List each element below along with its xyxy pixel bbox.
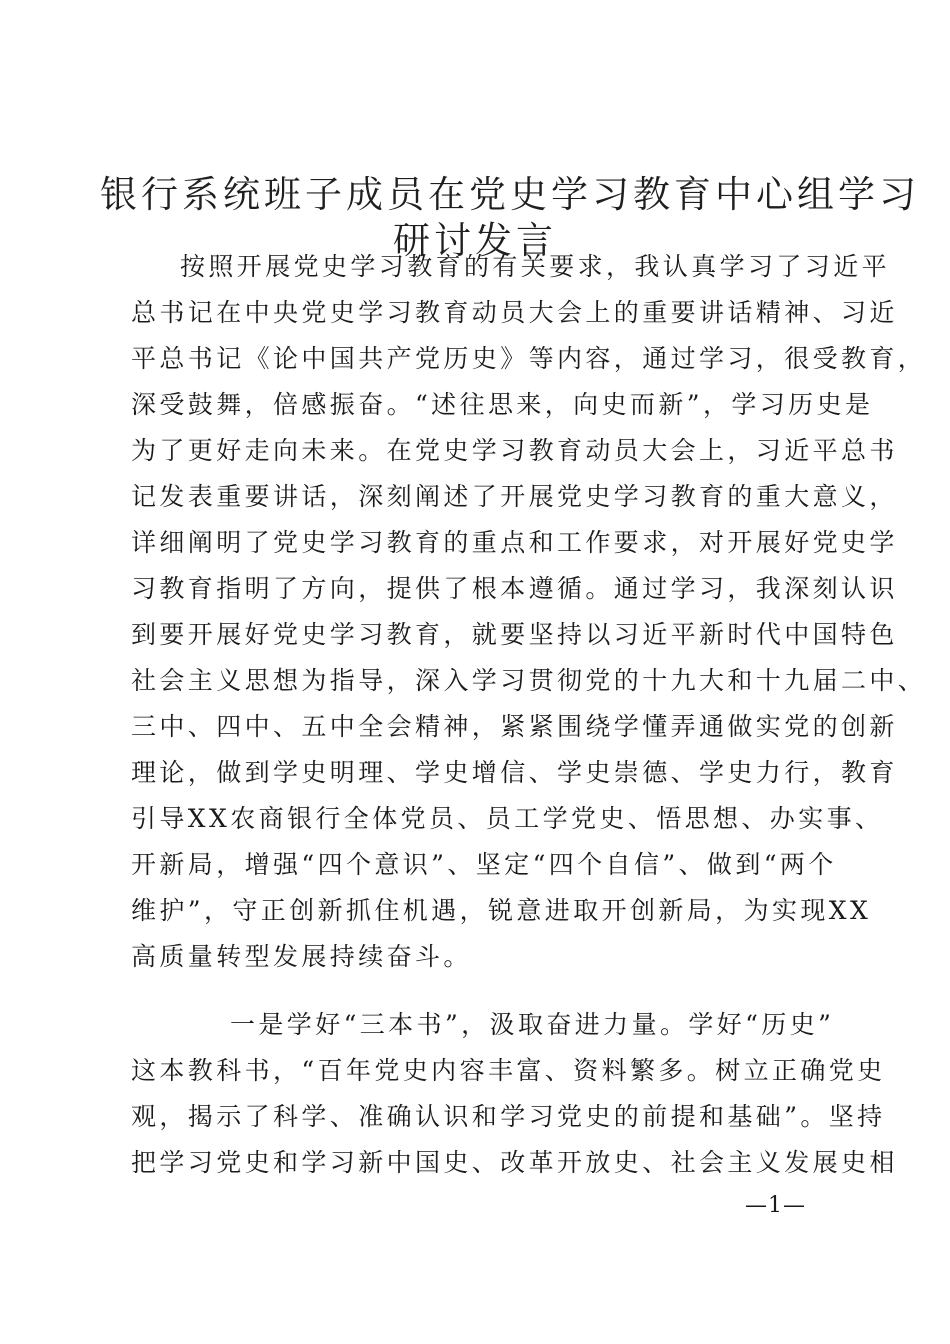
body-line: 记发表重要讲话，深刻阐述了开展党史学习教育的重大意义， (131, 482, 898, 511)
body-line: 详细阐明了党史学习教育的重点和工作要求，对开展好党史学 (131, 528, 898, 557)
body-line: 深受鼓舞，倍感振奋。“述往思来，向史而新”，学习历史是 (131, 390, 874, 419)
page-number: —1— (745, 1193, 806, 1218)
body-line: 维护”，守正创新抓住机遇，锐意进取开创新局，为实现XX (131, 896, 872, 925)
body-line: 一是学好“三本书”，汲取奋进力量。学好“历史” (230, 1010, 835, 1039)
body-line: 把学习党史和学习新中国史、改革开放史、社会主义发展史相 (131, 1148, 898, 1177)
body-line: 按照开展党史学习教育的有关要求，我认真学习了习近平 (180, 252, 891, 281)
body-line: 引导XX农商银行全体党员、员工学党史、悟思想、办实事、 (131, 804, 884, 833)
document-title-line-1: 银行系统班子成员在党史学习教育中心组学习 (100, 173, 920, 216)
body-line: 开新局，增强“四个意识”、坚定“四个自信”、做到“两个 (131, 850, 837, 879)
body-line: 平总书记《论中国共产党历史》等内容，通过学习，很受教育， (131, 344, 927, 373)
body-line: 总书记在中央党史学习教育动员大会上的重要讲话精神、习近 (131, 298, 898, 327)
body-line: 高质量转型发展持续奋斗。 (131, 942, 472, 971)
body-line: 观，揭示了科学、准确认识和学习党史的前提和基础”。坚持 (131, 1102, 886, 1131)
body-line: 习教育指明了方向，提供了根本遵循。通过学习，我深刻认识 (131, 574, 898, 603)
body-line: 这本教科书，“百年党史内容丰富、资料繁多。树立正确党史 (131, 1056, 886, 1085)
body-line: 三中、四中、五中全会精神，紧紧围绕学懂弄通做实党的创新 (131, 712, 898, 741)
body-line: 到要开展好党史学习教育，就要坚持以习近平新时代中国特色 (131, 620, 898, 649)
body-line: 社会主义思想为指导，深入学习贯彻党的十九大和十九届二中、 (131, 666, 927, 695)
body-line: 理论，做到学史明理、学史增信、学史崇德、学史力行，教育 (131, 758, 898, 787)
document-title-line-2: 研讨发言 (393, 219, 557, 262)
body-line: 为了更好走向未来。在党史学习教育动员大会上，习近平总书 (131, 436, 898, 465)
